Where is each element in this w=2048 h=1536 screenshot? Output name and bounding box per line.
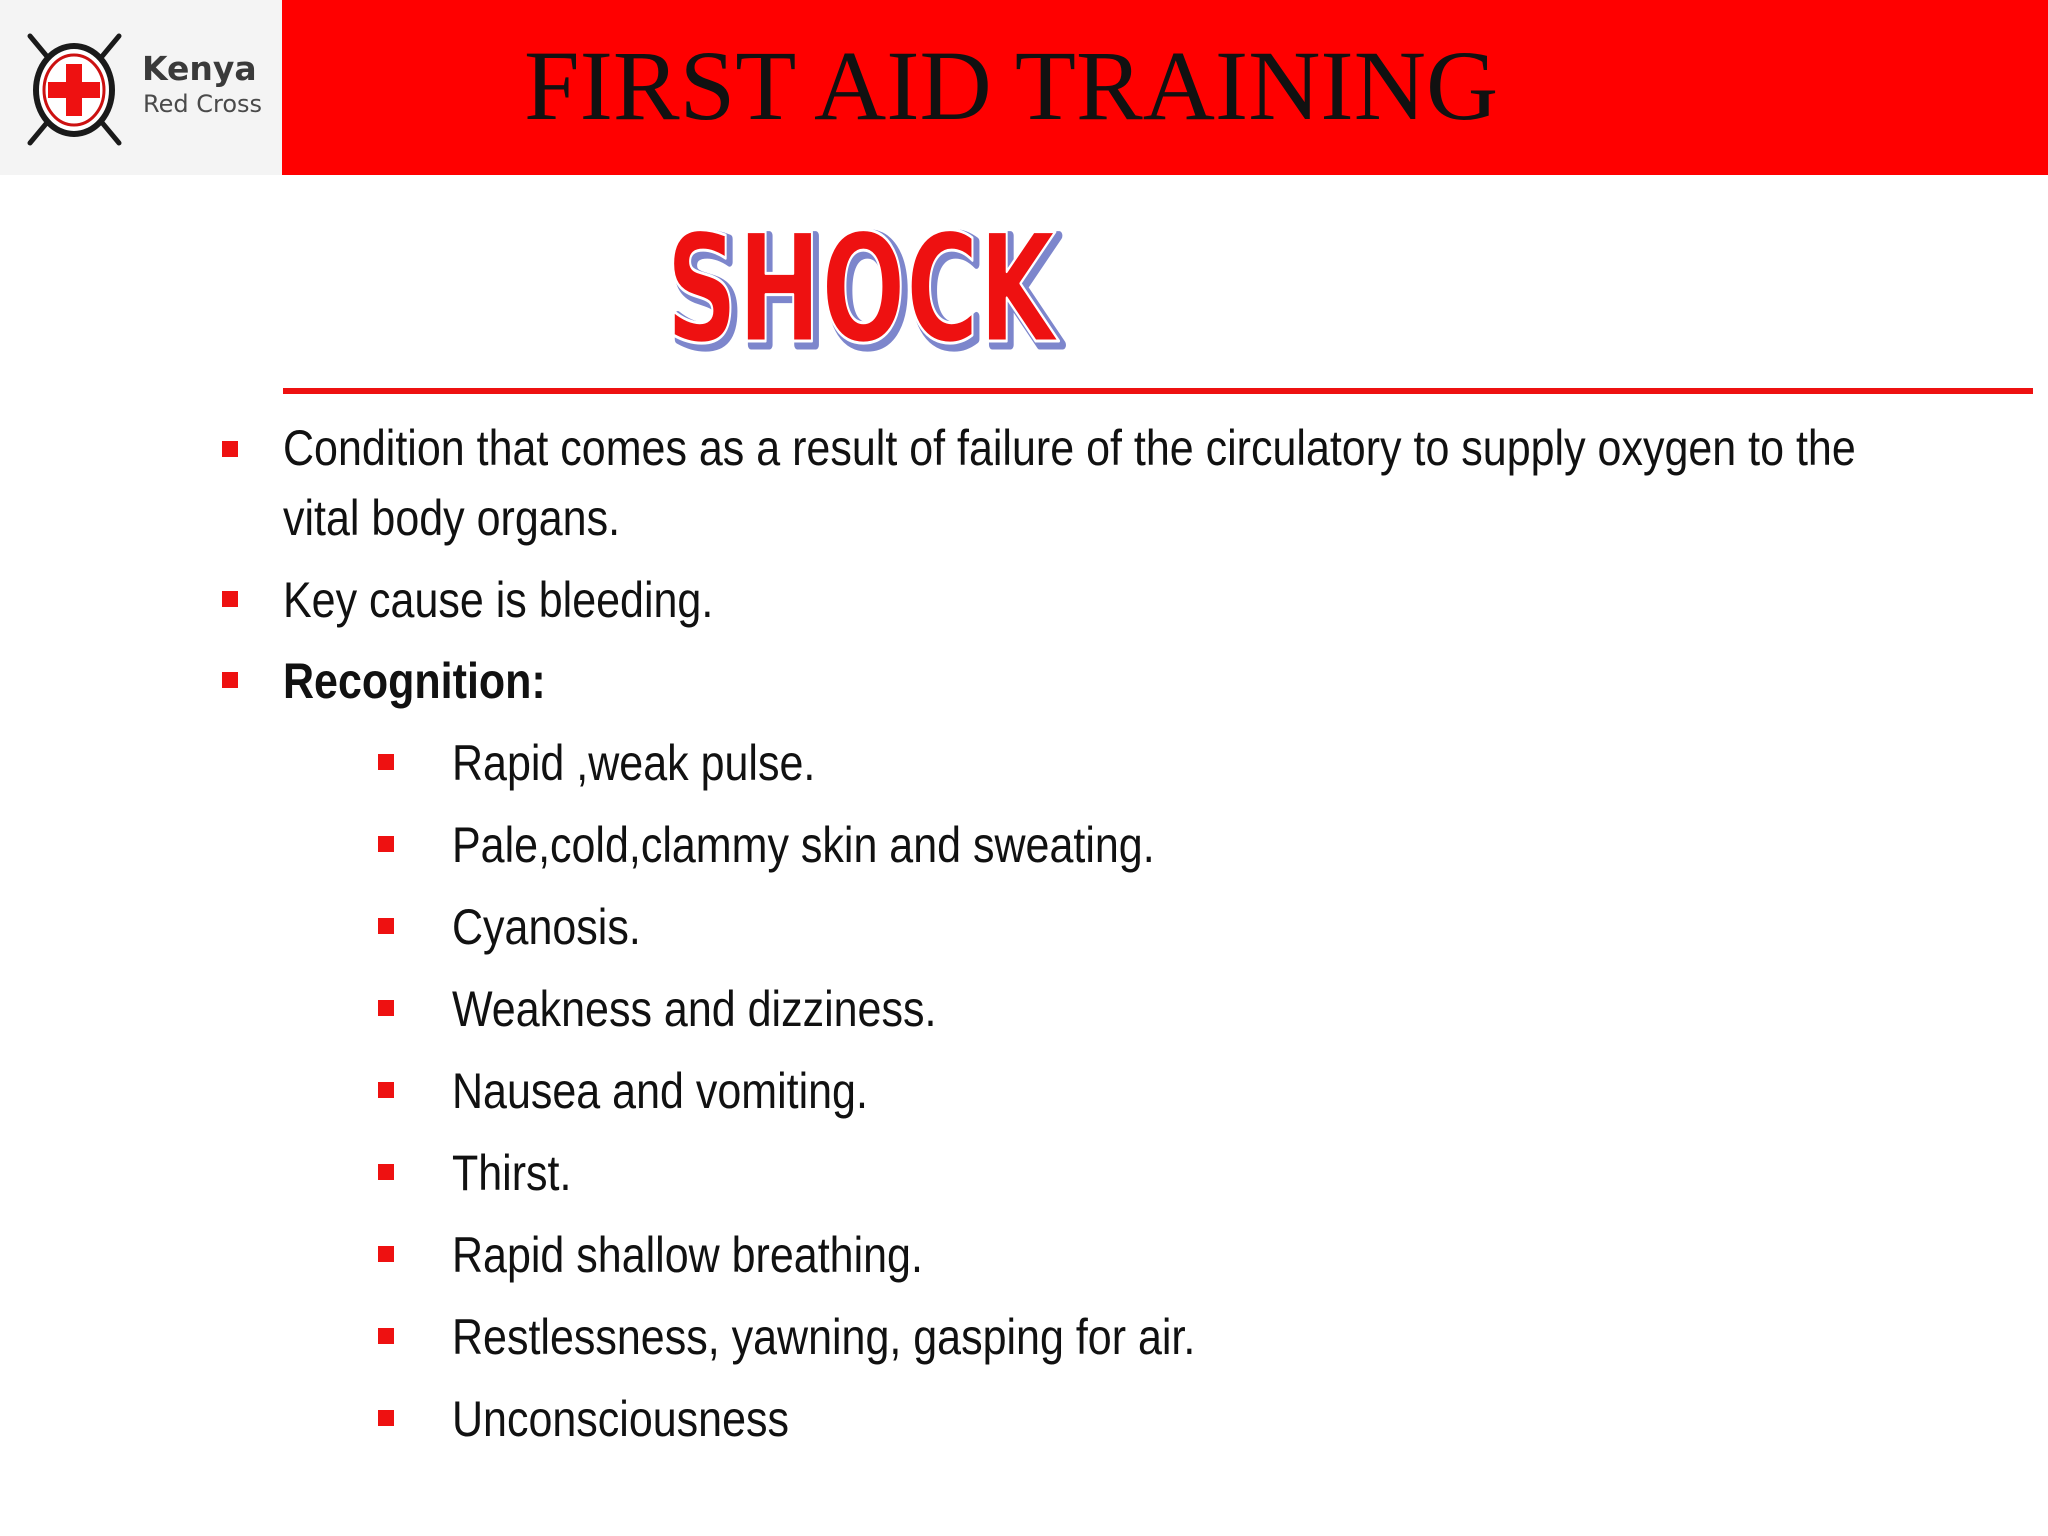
slide-heading-text: SHOCK	[666, 205, 1060, 365]
sub-bullet-icon	[378, 918, 394, 934]
sub-bullet-icon	[378, 1328, 394, 1344]
sign-item: Pale,cold,clammy skin and sweating.	[452, 817, 1155, 873]
sub-bullet-icon	[378, 1246, 394, 1262]
bullet-text: Condition that comes as a result of failure of the circulatory to supply oxygen to the	[283, 420, 1856, 476]
sign-item: Nausea and vomiting.	[452, 1063, 868, 1119]
sign-item: Cyanosis.	[452, 899, 641, 955]
sub-bullet-icon	[378, 1164, 394, 1180]
sub-bullet-icon	[378, 754, 394, 770]
sign-item: Restlessness, yawning, gasping for air.	[452, 1309, 1196, 1365]
slide-heading-shadow: SHOCK	[670, 207, 1064, 365]
sign-item: Weakness and dizziness.	[452, 981, 937, 1037]
logo-subtitle: Red Cross	[143, 90, 263, 118]
sub-bullet-icon	[378, 836, 394, 852]
bullet-text-recognition: Recognition:	[283, 653, 546, 709]
bullet-text-continued: vital body organs.	[283, 490, 621, 546]
sub-bullet-icon	[378, 1000, 394, 1016]
sign-item: Unconsciousness	[452, 1391, 790, 1447]
page-title: FIRST AID TRAINING	[524, 30, 1499, 141]
bullet-icon	[222, 672, 238, 688]
sub-bullet-icon	[378, 1410, 394, 1426]
bullet-text: Key cause is bleeding.	[283, 572, 714, 628]
sign-item: Rapid shallow breathing.	[452, 1227, 923, 1283]
bullet-icon	[222, 441, 238, 457]
bullet-icon	[222, 591, 238, 607]
sign-item: Rapid ,weak pulse.	[452, 735, 816, 791]
sign-item: Thirst.	[452, 1145, 572, 1201]
logo-name: Kenya	[142, 49, 257, 88]
sub-bullet-icon	[378, 1082, 394, 1098]
